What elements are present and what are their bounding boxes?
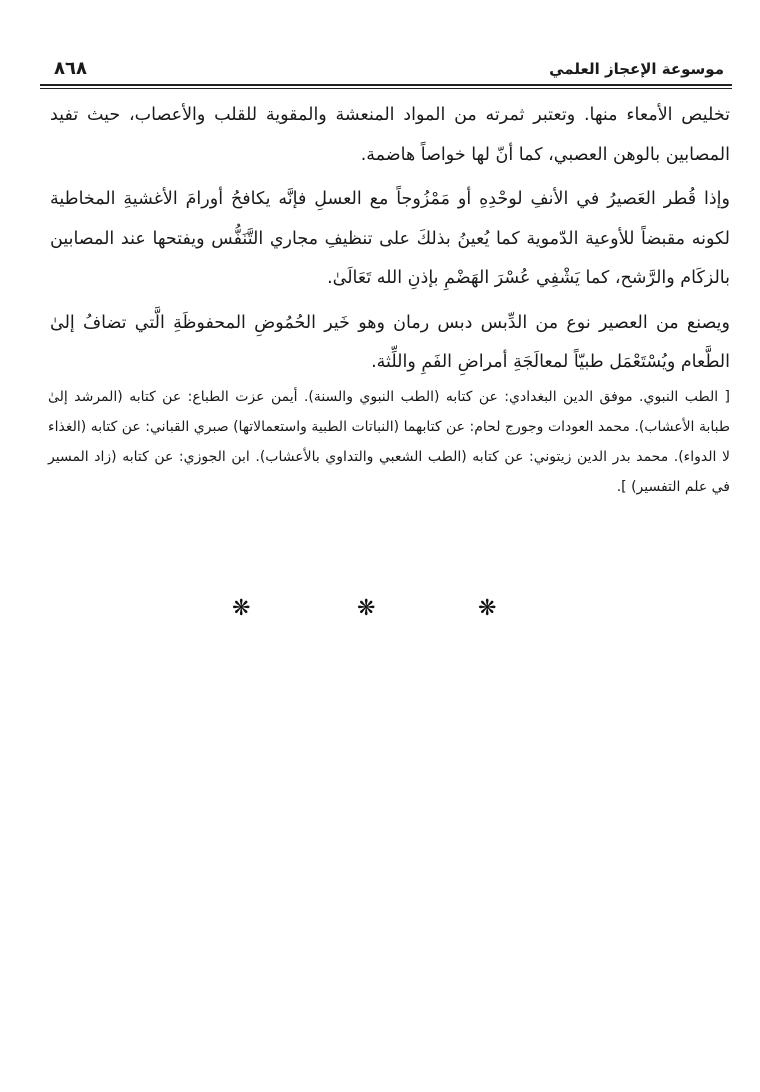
paragraph: ويصنع من العصير نوع من الدِّبس دبس رمان وهو خَير الحُمُوضِ المحفوظَةِ الَّتي تضافُ إلىٰ الطَّعام ويُسْتَعْمَل طبيّاً لمعالَجَةِ أمراضِ الفَمِ واللِّثة. (50, 312, 730, 372)
page-number: ٨٦٨ (54, 58, 87, 79)
separator-star-icon: ❋ (357, 596, 376, 621)
separator-star-icon: ❋ (232, 596, 251, 621)
paragraph: تخليص الأمعاء منها. وتعتبر ثمرته من المواد المنعشة والمقوية للقلب والأعصاب، حيث تفيد المصابين بالوهن العصبي، كما أنّ لها خواصاً هاضمة. (50, 105, 730, 165)
header-rule-thin (40, 88, 732, 89)
header-rule (40, 84, 732, 86)
references-footnote: [ الطب النبوي. موفق الدين البغدادي: عن كتابه (الطب النبوي والسنة). أيمن عزت الطباع: عن كتابه (المرشد إلىٰ طبابة الأعشاب). محمد العودات وجورج لحام: عن كتابهما (النباتات الطبية واستعمالاتها) صبري القباني: عن كتابه (الغذاء لا الدواء). محمد بدر الدين زيتوني: عن كتابه (الطب الشعبي والتداوي بالأعشاب). ابن الجوزي: عن كتابه (زاد المسير في علم التفسير) ]. (48, 389, 730, 495)
section-separator (0, 596, 760, 626)
separator-star-icon: ❋ (478, 596, 497, 621)
main-text (50, 96, 730, 383)
paragraph: وإذا قُطر العَصيرُ في الأنفِ لوحْدِهِ أو مَمْزُوجاً مع العسلِ فإنَّه يكافحُ أورامَ الأغشيةِ المخاطية لكونه مقبضاً للأوعية الدّموية كما يُعينُ بذلكَ على تنظيفِ مجاري التَّنَفُّس ويفتحها عند المصابين بالزكَام والرَّشح، كما يَشْفِي عُسْرَ الهَضْمِ بإذنِ الله تَعَالَىٰ. (50, 189, 730, 288)
running-header (40, 58, 732, 82)
header-title: موسوعة الإعجاز العلمي (549, 60, 724, 78)
